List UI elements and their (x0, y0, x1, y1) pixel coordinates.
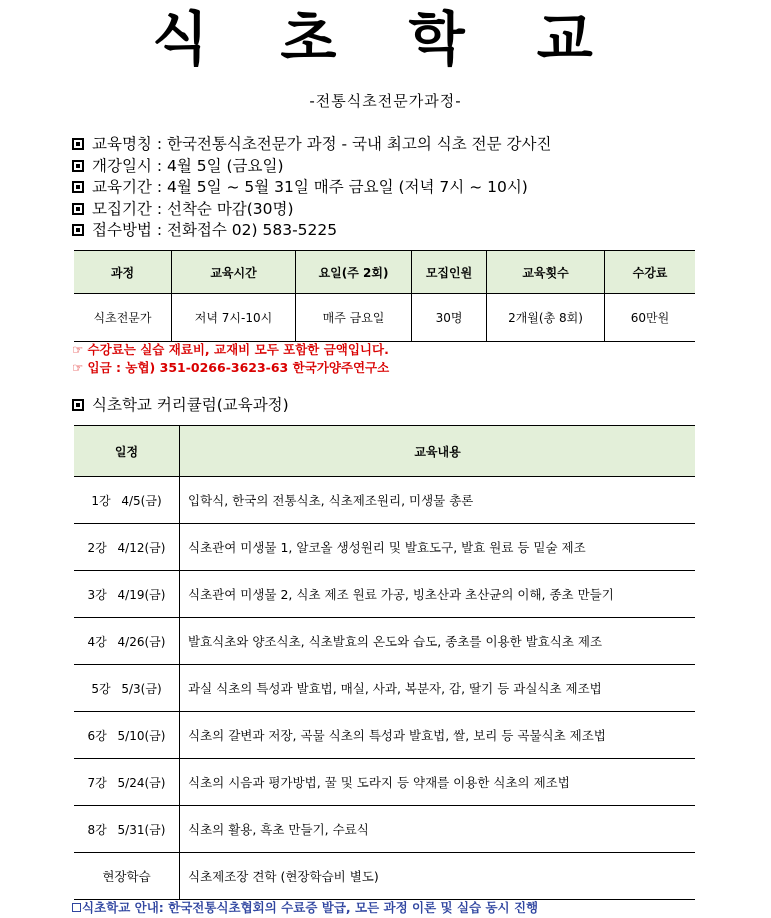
curriculum-header: 교육내용 (180, 426, 696, 477)
square-bullet-icon (72, 224, 84, 236)
square-bullet-icon (72, 399, 84, 411)
schedule-cell: 8강 5/31(금) (74, 806, 180, 853)
info-item: 교육기간 : 4월 5일 ~ 5월 31일 매주 금요일 (저녁 7시 ~ 10시) (72, 177, 551, 199)
schedule-cell: 2강 4/12(금) (74, 524, 180, 571)
content-cell: 식초의 시음과 평가방법, 꿀 및 도라지 등 약재를 이용한 식초의 제조법 (180, 759, 696, 806)
notes (72, 341, 389, 377)
fee-note: ☞ 수강료는 실습 재료비, 교재비 모두 포함한 금액입니다. (72, 342, 389, 357)
schedule-cell: 5강 5/3(금) (74, 665, 180, 712)
field-trip-label: 현장학습 (74, 853, 180, 900)
page-title: 식 초 학 교 (152, 5, 619, 73)
table-row (74, 712, 695, 759)
course-header: 수강료 (605, 251, 696, 294)
square-bullet-icon (72, 181, 84, 193)
field-trip-content: 식초제조장 견학 (현장학습비 별도) (180, 853, 696, 900)
curriculum-table (74, 425, 695, 900)
info-item: 교육명칭 : 한국전통식초전문가 과정 - 국내 최고의 식초 전문 강사진 (72, 134, 551, 156)
square-bullet-icon (72, 138, 84, 150)
schedule-cell: 4강 4/26(금) (74, 618, 180, 665)
course-cell: 2개월(총 8회) (487, 294, 605, 342)
table-row (74, 524, 695, 571)
course-cell: 30명 (412, 294, 487, 342)
table-row (74, 665, 695, 712)
square-bullet-icon (72, 160, 84, 172)
footer-note: 식초학교 안내: 한국전통식초협회의 수료증 발급, 모든 과정 이론 및 실습 동시 진행 (72, 898, 538, 916)
payment-note: ☞ 입금 : 농협) 351-0266-3623-63 한국가양주연구소 (72, 360, 390, 375)
content-cell: 식초관여 미생물 2, 식초 제조 원료 가공, 빙초산과 초산균의 이해, 종초 만들기 (180, 571, 696, 618)
course-header: 과정 (74, 251, 172, 294)
info-item: 개강일시 : 4월 5일 (금요일) (72, 156, 551, 178)
course-cell: 매주 금요일 (296, 294, 412, 342)
table-row (74, 571, 695, 618)
schedule-cell: 3강 4/19(금) (74, 571, 180, 618)
content-cell: 식초의 갈변과 저장, 곡물 식초의 특성과 발효법, 쌀, 보리 등 곡물식초 제조법 (180, 712, 696, 759)
info-item: 접수방법 : 전화접수 02) 583-5225 (72, 220, 551, 242)
course-header: 모집인원 (412, 251, 487, 294)
info-list (72, 134, 551, 242)
content-cell: 과실 식초의 특성과 발효법, 매실, 사과, 복분자, 감, 딸기 등 과실식초 제조법 (180, 665, 696, 712)
square-bullet-icon (72, 203, 84, 215)
square-bullet-icon (72, 903, 81, 912)
content-cell: 식초관여 미생물 1, 알코올 생성원리 및 발효도구, 발효 원료 등 밑술 제조 (180, 524, 696, 571)
table-row (74, 618, 695, 665)
course-table (74, 250, 695, 342)
table-row (74, 759, 695, 806)
curriculum-header-row (74, 426, 695, 477)
course-cell: 식초전문가 (74, 294, 172, 342)
schedule-cell: 1강 4/5(금) (74, 477, 180, 524)
field-trip-row (74, 853, 695, 900)
course-cell: 60만원 (605, 294, 696, 342)
table-row (74, 806, 695, 853)
curriculum-header: 일정 (74, 426, 180, 477)
course-header: 교육시간 (172, 251, 296, 294)
table-row (74, 477, 695, 524)
course-header-row (74, 251, 695, 294)
course-header: 교육횟수 (487, 251, 605, 294)
schedule-cell: 6강 5/10(금) (74, 712, 180, 759)
content-cell: 입학식, 한국의 전통식초, 식초제조원리, 미생물 총론 (180, 477, 696, 524)
content-cell: 식초의 활용, 흑초 만들기, 수료식 (180, 806, 696, 853)
curriculum-title: 식초학교 커리큘럼(교육과정) (72, 393, 289, 415)
schedule-cell: 7강 5/24(금) (74, 759, 180, 806)
page-subtitle: -전통식초전문가과정- (309, 92, 462, 110)
info-item: 모집기간 : 선착순 마감(30명) (72, 199, 551, 221)
course-row (74, 294, 695, 342)
course-cell: 저녁 7시-10시 (172, 294, 296, 342)
content-cell: 발효식초와 양조식초, 식초발효의 온도와 습도, 종초를 이용한 발효식초 제조 (180, 618, 696, 665)
course-header: 요일(주 2회) (296, 251, 412, 294)
